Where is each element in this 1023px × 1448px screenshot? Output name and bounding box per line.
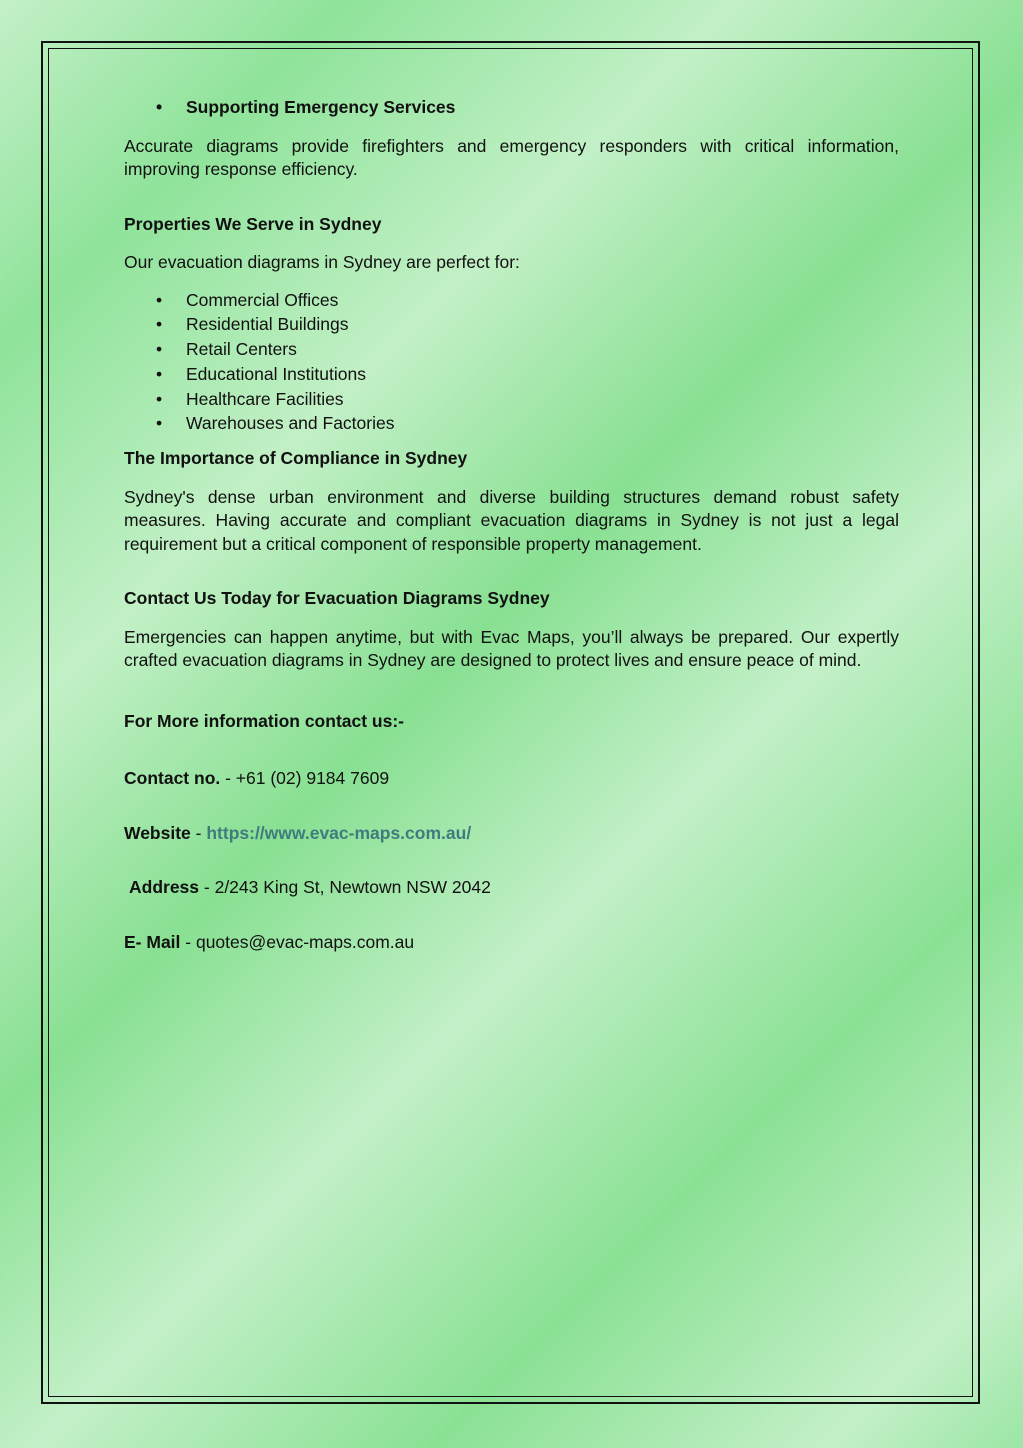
website-separator: - <box>190 822 207 843</box>
contact-today-heading: Contact Us Today for Evacuation Diagrams Sydney <box>124 588 550 609</box>
contact-address-line <box>124 876 899 900</box>
list-item: • Residential Buildings <box>124 312 899 337</box>
more-info-heading: For More information contact us:- <box>124 710 404 731</box>
email-value: - quotes@evac-maps.com.au <box>180 931 415 952</box>
list-item: • Healthcare Facilities <box>124 387 899 412</box>
phone-value: - +61 (02) 9184 7609 <box>220 768 390 789</box>
properties-heading: Properties We Serve in Sydney <box>124 213 382 234</box>
contact-today-text: Emergencies can happen anytime, but with Evac Maps, you’ll always be prepared. Our expertly crafted evacuation diagrams in Sydney are designed to protect lives and ensure peace of mind. <box>124 626 899 671</box>
phone-label: Contact no. <box>124 768 221 789</box>
contact-email-line <box>124 931 899 955</box>
list-item: • Warehouses and Factories <box>124 411 899 436</box>
address-label: Address <box>129 877 200 898</box>
contact-website-line <box>124 822 899 846</box>
list-item: • Retail Centers <box>124 337 899 362</box>
list-item: • Educational Institutions <box>124 362 899 387</box>
list-item: • Commercial Offices <box>124 288 899 313</box>
address-value: - 2/243 King St, Newtown NSW 2042 <box>199 877 491 898</box>
compliance-heading: The Importance of Compliance in Sydney <box>124 448 468 469</box>
website-link[interactable]: https://www.evac-maps.com.au/ <box>206 822 472 843</box>
properties-list <box>124 288 899 437</box>
document-body <box>124 96 899 954</box>
properties-intro: Our evacuation diagrams in Sydney are perfect for: <box>124 252 520 272</box>
email-label: E- Mail <box>124 931 181 952</box>
website-label: Website <box>124 822 191 843</box>
contact-phone-line <box>124 767 899 791</box>
supporting-services-bullet: • Supporting Emergency Services <box>124 96 899 120</box>
supporting-services-text: Accurate diagrams provide firefighters and emergency responders with critical information, improving response efficiency. <box>124 135 899 179</box>
compliance-text: Sydney's dense urban environment and diverse building structures demand robust safety measures. Having accurate and compliant evacuation diagrams in Sydney is not just a legal requirement but a critical component of responsible property management. <box>124 486 899 554</box>
